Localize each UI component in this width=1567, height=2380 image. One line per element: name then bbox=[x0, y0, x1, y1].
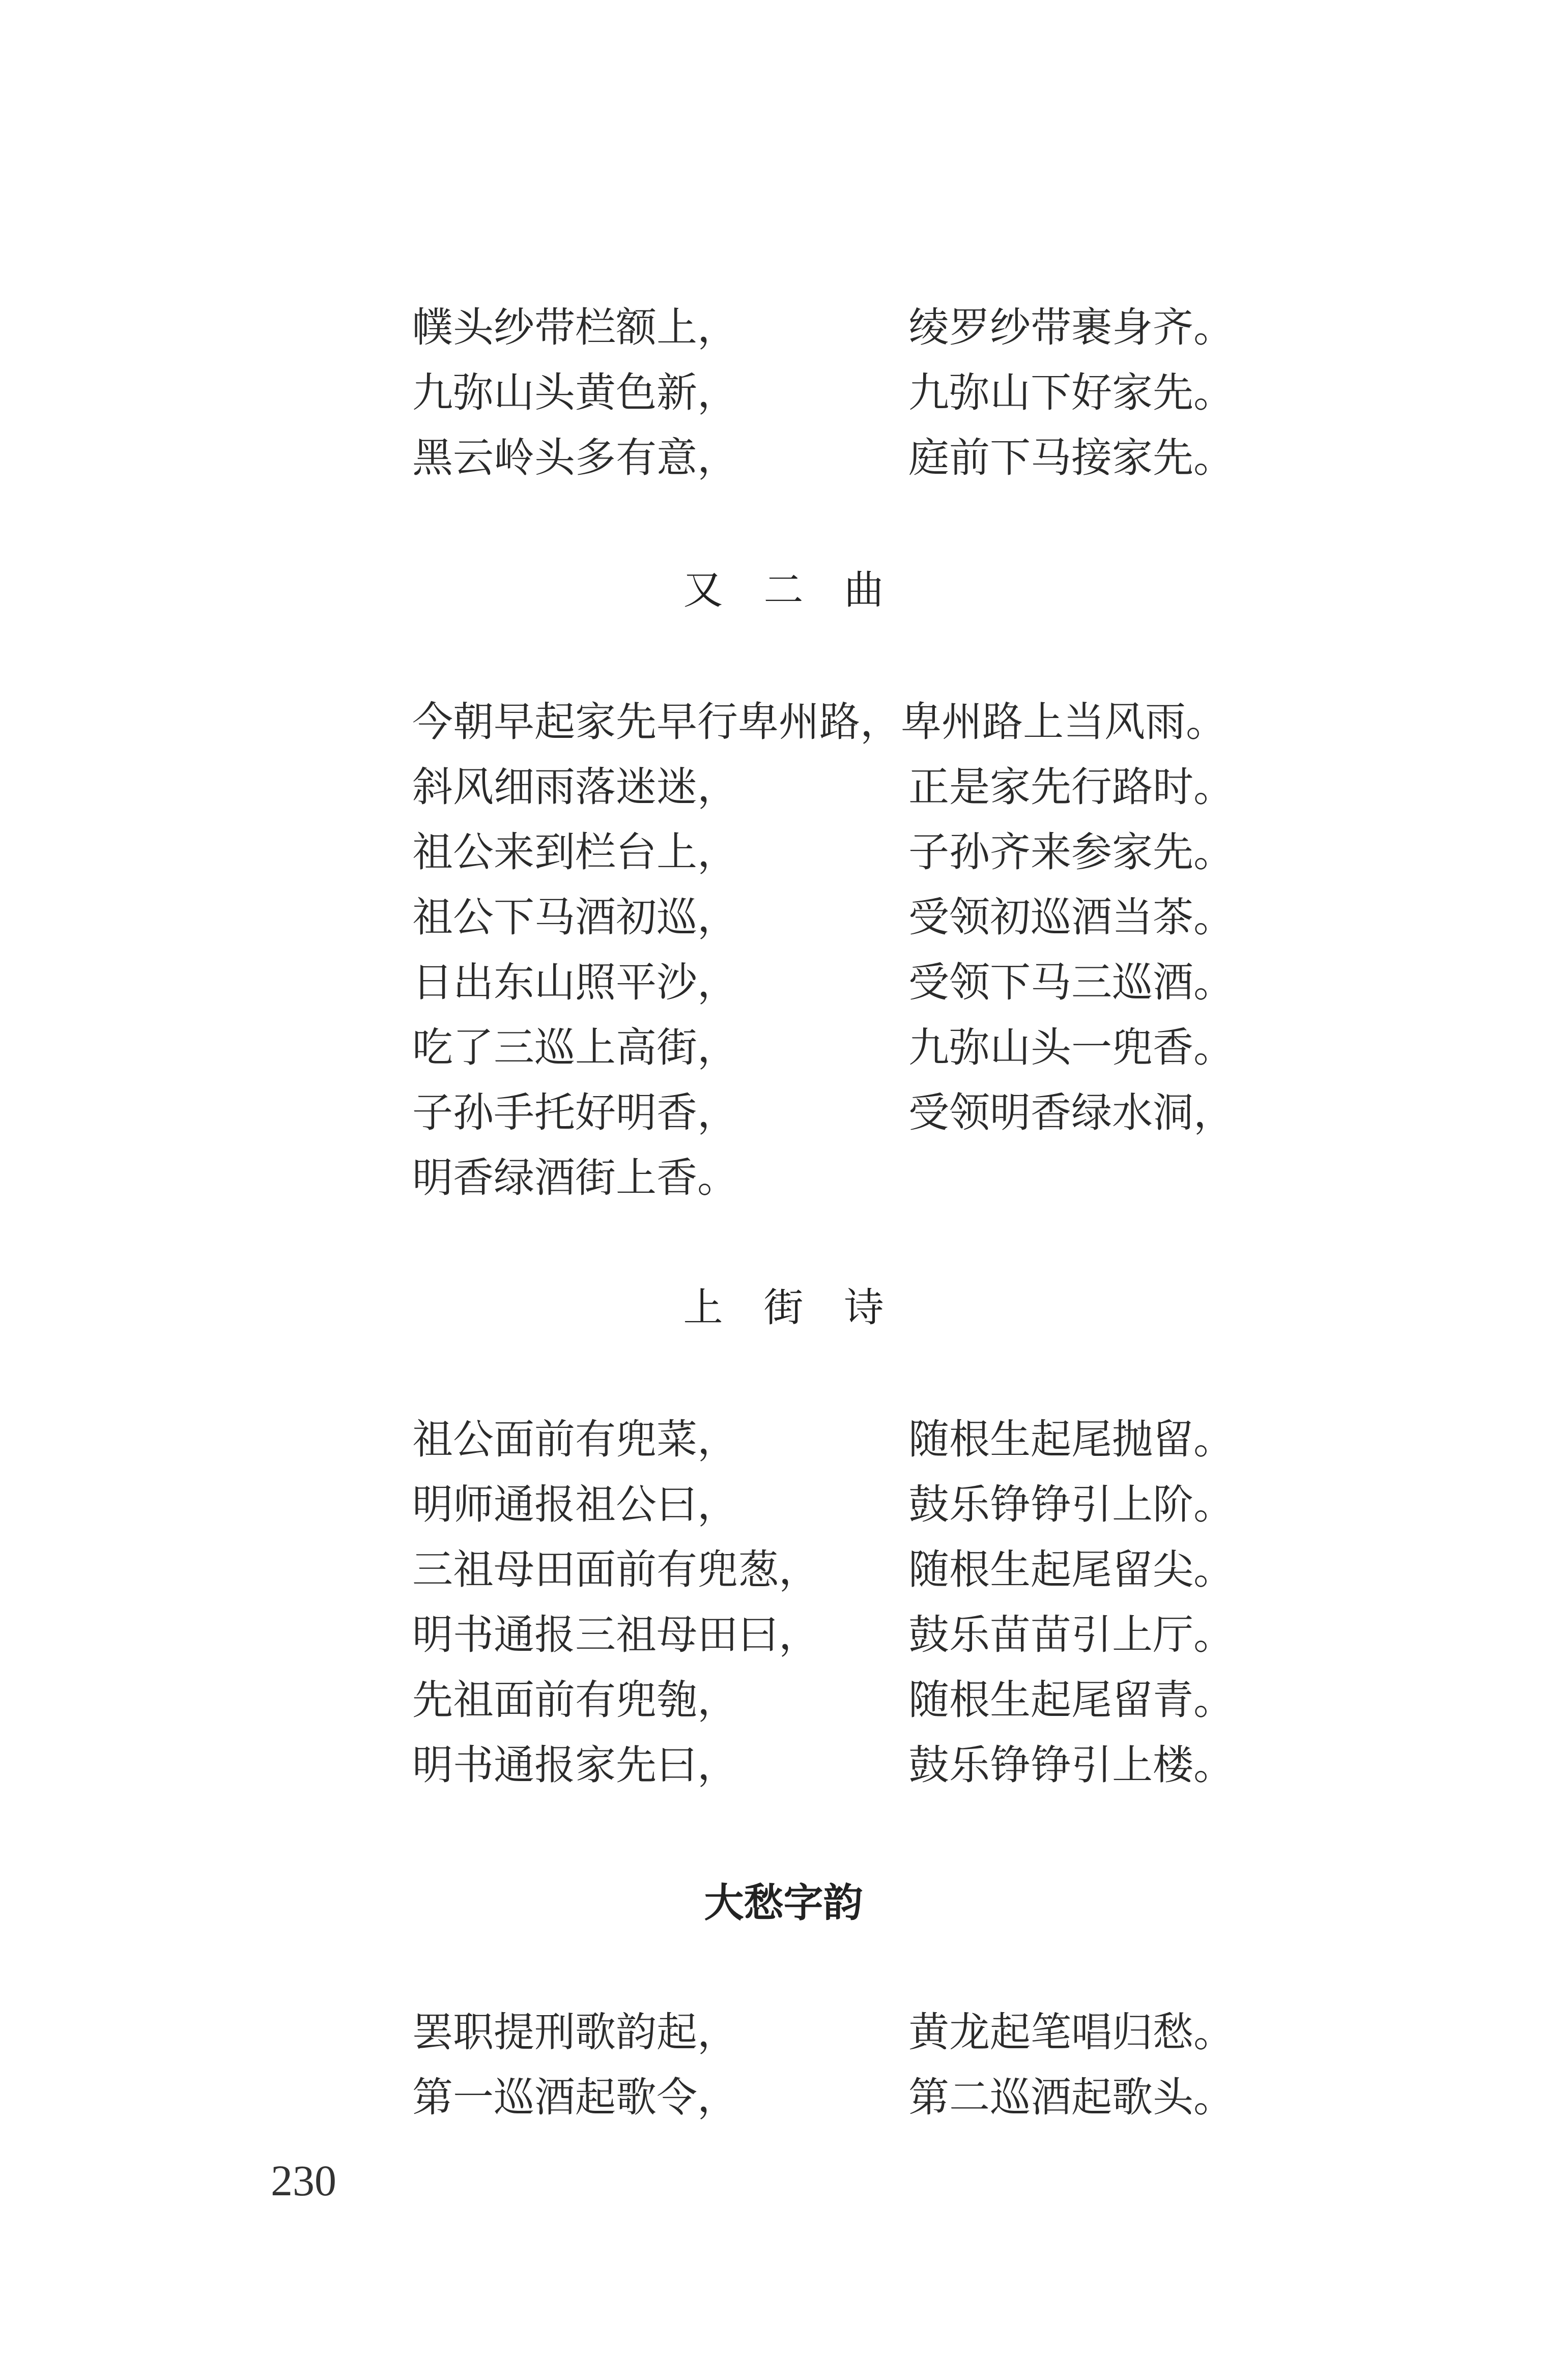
verse-line bbox=[412, 755, 1242, 820]
verse-right: 受领明香绿水洞， bbox=[908, 1089, 1234, 1136]
verse-right: 黄龙起笔唱归愁。 bbox=[908, 2009, 1234, 2056]
verse-block-3 bbox=[412, 1407, 1242, 1798]
verse-left: 日出东山照平沙， bbox=[412, 959, 738, 1006]
verse-left: 第一巡酒起歌令， bbox=[412, 2074, 738, 2121]
verse-line bbox=[412, 425, 1242, 491]
verse-line bbox=[412, 2065, 1242, 2130]
verse-left: 子孙手托好明香， bbox=[412, 1089, 738, 1136]
verse-line bbox=[412, 1668, 1242, 1733]
verse-left: 吃了三巡上高街， bbox=[412, 1024, 738, 1071]
verse-left: 祖公下马酒初巡， bbox=[412, 894, 738, 941]
verse-line-full bbox=[412, 690, 1242, 755]
verse-right: 九弥山头一兜香。 bbox=[908, 1024, 1234, 1071]
verse-line bbox=[412, 820, 1242, 885]
verse-left: 明书通报家先曰， bbox=[412, 1741, 738, 1789]
verse-block-2 bbox=[412, 690, 1242, 1211]
verse-right: 鼓乐铮铮引上阶。 bbox=[908, 1481, 1234, 1528]
section-heading-you-er-qu: 又二曲 bbox=[683, 567, 925, 613]
verse-right: 子孙齐来参家先。 bbox=[908, 828, 1234, 876]
verse-block-1 bbox=[412, 295, 1242, 491]
verse-left: 九弥山头黄色新， bbox=[412, 369, 738, 416]
verse-left: 祖公来到栏台上， bbox=[412, 828, 738, 876]
verse-left: 先祖面前有兜匏， bbox=[412, 1676, 738, 1724]
verse-left: 祖公面前有兜菜， bbox=[412, 1416, 738, 1463]
verse-block-4 bbox=[412, 2000, 1242, 2130]
verse-right: 正是家先行路时。 bbox=[908, 763, 1234, 811]
verse-right: 随根生起尾留尖。 bbox=[908, 1546, 1234, 1593]
verse-left: 明师通报祖公曰， bbox=[412, 1481, 738, 1528]
verse-left: 明香绿酒街上香。 bbox=[412, 1154, 738, 1201]
verse-line bbox=[412, 1602, 1242, 1668]
page-number: 230 bbox=[271, 2156, 336, 2205]
verse-left: 斜风细雨落迷迷， bbox=[412, 763, 738, 811]
verse-right: 第二巡酒起歌头。 bbox=[908, 2074, 1234, 2121]
verse-line bbox=[412, 295, 1242, 360]
verse-left: 黑云岭头多有意， bbox=[412, 434, 738, 481]
verse-line bbox=[412, 1407, 1242, 1472]
verse-line bbox=[412, 1015, 1242, 1080]
verse-line bbox=[412, 2000, 1242, 2065]
verse-line bbox=[412, 950, 1242, 1015]
verse-line bbox=[412, 1733, 1242, 1798]
verse-left: 明书通报三祖母田曰， bbox=[412, 1611, 819, 1658]
verse-line bbox=[412, 1537, 1242, 1602]
verse-right: 绫罗纱带裹身齐。 bbox=[908, 304, 1234, 351]
verse-right: 受领下马三巡酒。 bbox=[908, 959, 1234, 1006]
verse-right: 九弥山下好家先。 bbox=[908, 369, 1234, 416]
verse-right: 随根生起尾抛留。 bbox=[908, 1416, 1234, 1463]
verse-right: 庭前下马接家先。 bbox=[908, 434, 1234, 481]
verse-left: 三祖母田面前有兜葱， bbox=[412, 1546, 819, 1593]
verse-right: 鼓乐铮铮引上楼。 bbox=[908, 1741, 1234, 1789]
section-heading-shang-jie-shi: 上街诗 bbox=[683, 1285, 925, 1331]
verse-line bbox=[412, 1080, 1242, 1145]
section-heading-da-chou-zi-yun: 大愁字韵 bbox=[704, 1880, 863, 1926]
verse-left: 幞头纱带栏额上， bbox=[412, 304, 738, 351]
verse-right: 受领初巡酒当茶。 bbox=[908, 894, 1234, 941]
verse-full-line: 今朝早起家先早行卑州路，卑州路上当风雨。 bbox=[412, 698, 1227, 745]
verse-line bbox=[412, 360, 1242, 425]
verse-right: 鼓乐苗苗引上厅。 bbox=[908, 1611, 1234, 1658]
verse-right: 随根生起尾留青。 bbox=[908, 1676, 1234, 1724]
verse-line bbox=[412, 885, 1242, 950]
verse-left: 罢职提刑歌韵起， bbox=[412, 2009, 738, 2056]
verse-line bbox=[412, 1472, 1242, 1537]
verse-line-last bbox=[412, 1145, 1242, 1211]
